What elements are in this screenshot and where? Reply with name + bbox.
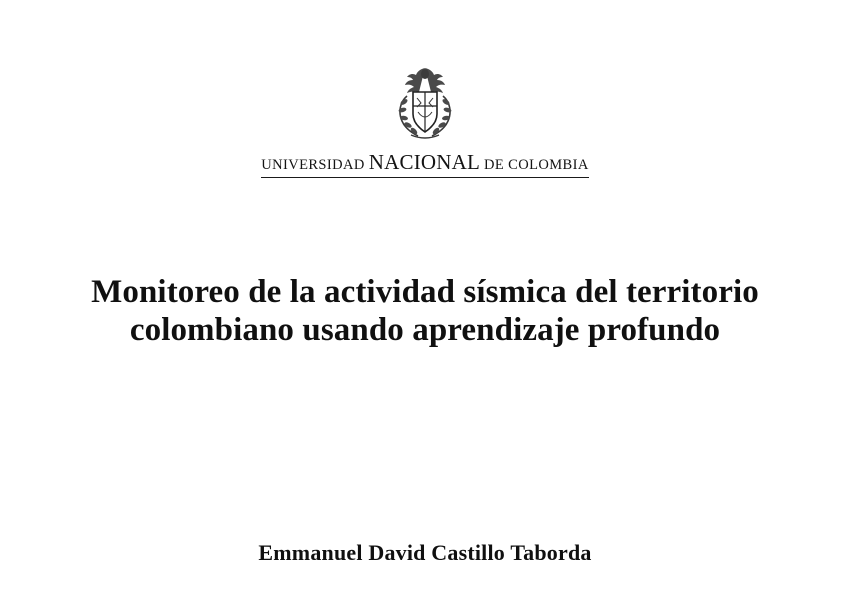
university-main: NACIONAL <box>368 150 481 174</box>
author-name: Emmanuel David Castillo Taborda <box>258 540 592 565</box>
university-name <box>261 150 588 178</box>
university-suffix: DE COLOMBIA <box>484 157 589 173</box>
university-logo <box>261 62 588 178</box>
author-block <box>0 540 850 566</box>
university-coat-of-arms-icon <box>383 62 467 146</box>
page-title: Monitoreo de la actividad sísmica del territorio colombiano usando aprendizaje profundo <box>91 274 759 348</box>
university-prefix: UNIVERSIDAD <box>261 157 365 173</box>
title-block <box>55 274 795 349</box>
